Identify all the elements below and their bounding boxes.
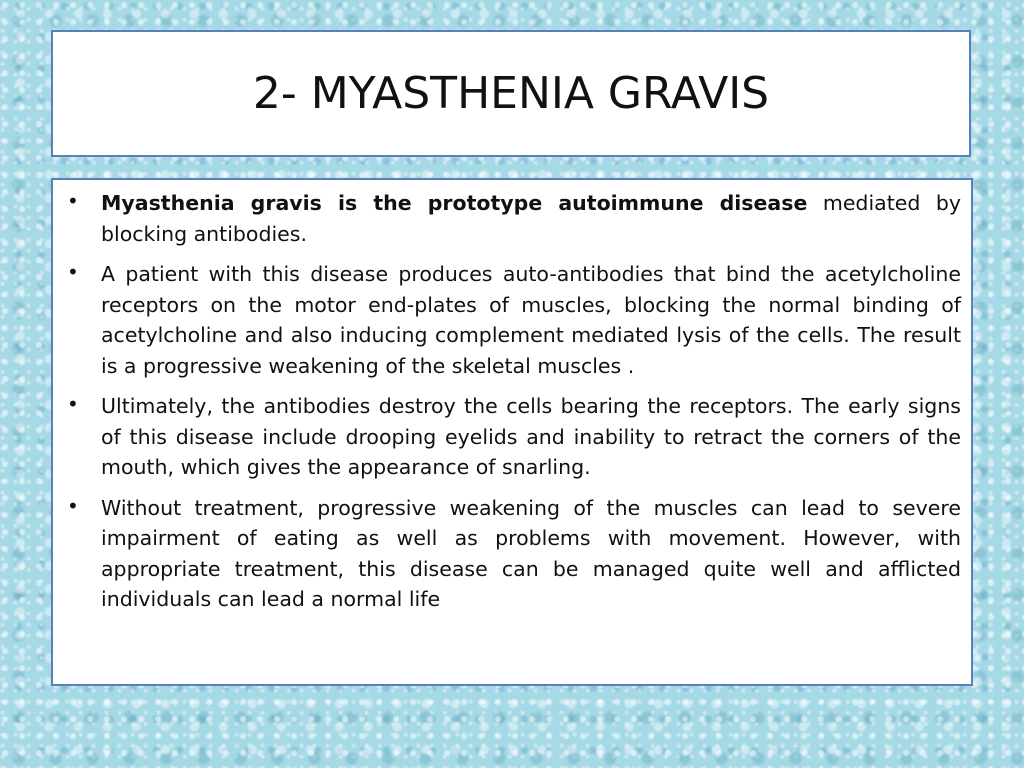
bullet-item xyxy=(63,188,961,249)
content-box xyxy=(51,178,973,686)
slide-title: 2- MYASTHENIA GRAVIS xyxy=(252,68,770,119)
bullet-text: Ultimately, the antibodies destroy the cells bearing the receptors. The early signs of this disease include drooping eyelids and inability to retract the corners of the mouth, which gives the appearance of snarling. xyxy=(101,394,961,479)
bullet-list xyxy=(63,188,961,615)
bullet-bold-text: Myasthenia gravis is the prototype autoimmune disease xyxy=(101,191,808,215)
bullet-item xyxy=(63,493,961,615)
bullet-icon: • xyxy=(67,493,79,518)
title-box xyxy=(51,30,971,157)
bullet-item xyxy=(63,391,961,483)
bullet-text: mediated by blocking antibodies. xyxy=(101,191,962,246)
bullet-icon: • xyxy=(67,189,79,213)
bullet-item xyxy=(63,259,961,381)
bullet-icon: • xyxy=(67,260,79,284)
bullet-text: Without treatment, progressive weakening of the muscles can lead to severe impairment of eating as well as problems with movement. However, with appropriate treatment, this disease can be managed quite well and afflicted individuals can lead a normal life xyxy=(101,495,961,611)
bullet-text: A patient with this disease produces auto-antibodies that bind the acetylcholine receptors on the motor end-plates of muscles, blocking the normal binding of acetylcholine and also inducing complement mediated lysis of the cells. The result is a progressive weakening of the skeletal muscles . xyxy=(101,262,961,378)
bullet-icon: • xyxy=(67,392,79,416)
